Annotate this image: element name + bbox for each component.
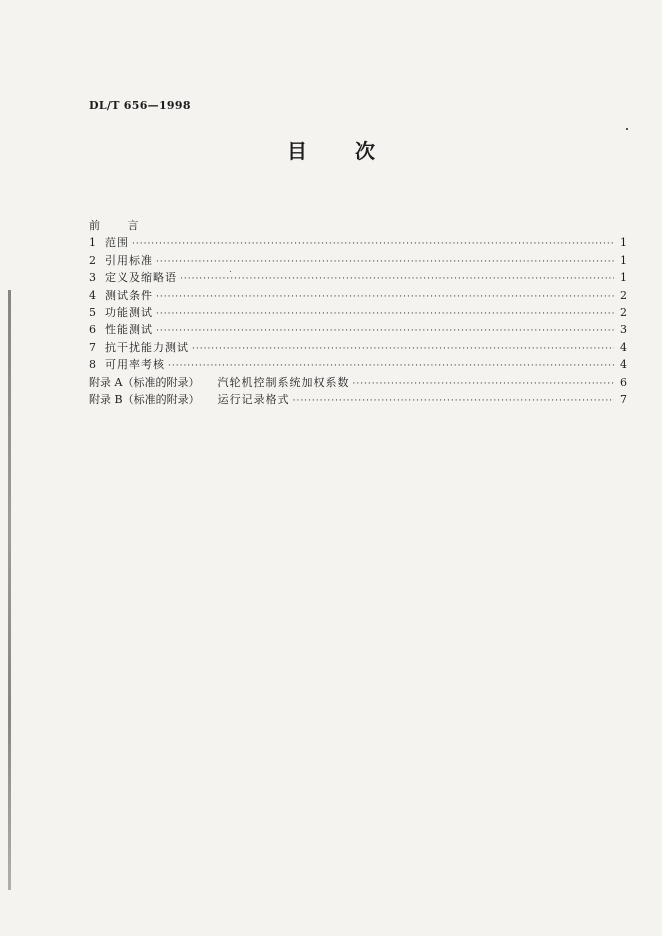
toc-entry-page: 3 — [620, 323, 627, 337]
toc-preface — [89, 217, 627, 234]
toc-entry-label: 可用率考核 — [105, 358, 165, 372]
toc-entry-number: 2 — [89, 253, 96, 267]
toc-leader-dots — [352, 379, 614, 389]
toc-appendix-page: 6 — [620, 375, 627, 389]
toc-entry-label: 范围 — [105, 236, 129, 250]
toc-entry-label: 抗干扰能力测试 — [105, 340, 189, 354]
toc-leader-dots — [192, 344, 614, 354]
toc-entry — [89, 321, 627, 338]
toc-entry — [89, 304, 627, 321]
table-of-contents — [89, 217, 627, 408]
toc-leader-dots — [132, 239, 614, 249]
toc-leader-dots — [180, 274, 614, 284]
toc-entry — [89, 234, 627, 251]
toc-entry — [89, 252, 627, 269]
toc-leader-dots — [156, 326, 614, 336]
toc-entry-page: 2 — [620, 288, 627, 302]
toc-entry-number: 8 — [89, 358, 96, 372]
toc-entry-number: 3 — [89, 271, 96, 285]
toc-entry-label: 定义及缩略语 — [105, 271, 177, 285]
toc-entry-page: 2 — [620, 305, 627, 319]
toc-leader-dots — [156, 292, 614, 302]
toc-leader-dots — [293, 396, 614, 406]
toc-entry-page: 4 — [620, 340, 627, 354]
toc-appendix-title: 运行记录格式 — [217, 392, 290, 406]
scan-edge-shadow — [8, 290, 11, 890]
toc-entry-page: 1 — [620, 236, 627, 250]
toc-leader-dots — [168, 361, 614, 371]
toc-entry-number: 5 — [89, 305, 96, 319]
toc-entry — [89, 287, 627, 304]
toc-entry-label: 引用标准 — [105, 253, 153, 267]
toc-entry-label: 测试条件 — [105, 288, 153, 302]
scan-speck — [626, 128, 628, 130]
toc-entry-number: 4 — [89, 288, 96, 302]
toc-appendix-label: 附录 B（标准的附录） — [89, 392, 200, 406]
toc-appendix-page: 7 — [620, 392, 627, 406]
toc-appendix — [89, 374, 627, 391]
toc-appendix — [89, 391, 627, 408]
document-code: DL/T 656—1998 — [89, 99, 191, 112]
toc-entry-number: 6 — [89, 323, 96, 337]
toc-appendix-title: 汽轮机控制系统加权系数 — [217, 375, 350, 389]
toc-entry-label: 性能测试 — [105, 323, 153, 337]
toc-entry-label: 功能测试 — [105, 305, 153, 319]
toc-entry-page: 1 — [620, 253, 627, 267]
toc-entry — [89, 269, 627, 286]
toc-title: 目次 — [287, 139, 423, 163]
toc-entry-number: 7 — [89, 340, 96, 354]
toc-entry — [89, 356, 627, 373]
toc-leader-dots — [156, 257, 614, 267]
toc-entry — [89, 339, 627, 356]
toc-entry-page: 1 — [620, 271, 627, 285]
toc-appendix-label: 附录 A（标准的附录） — [89, 375, 200, 389]
toc-preface-label: 前 言 — [89, 219, 151, 232]
toc-leader-dots — [156, 309, 614, 319]
toc-entry-page: 4 — [620, 358, 627, 372]
toc-entry-number: 1 — [89, 236, 96, 250]
